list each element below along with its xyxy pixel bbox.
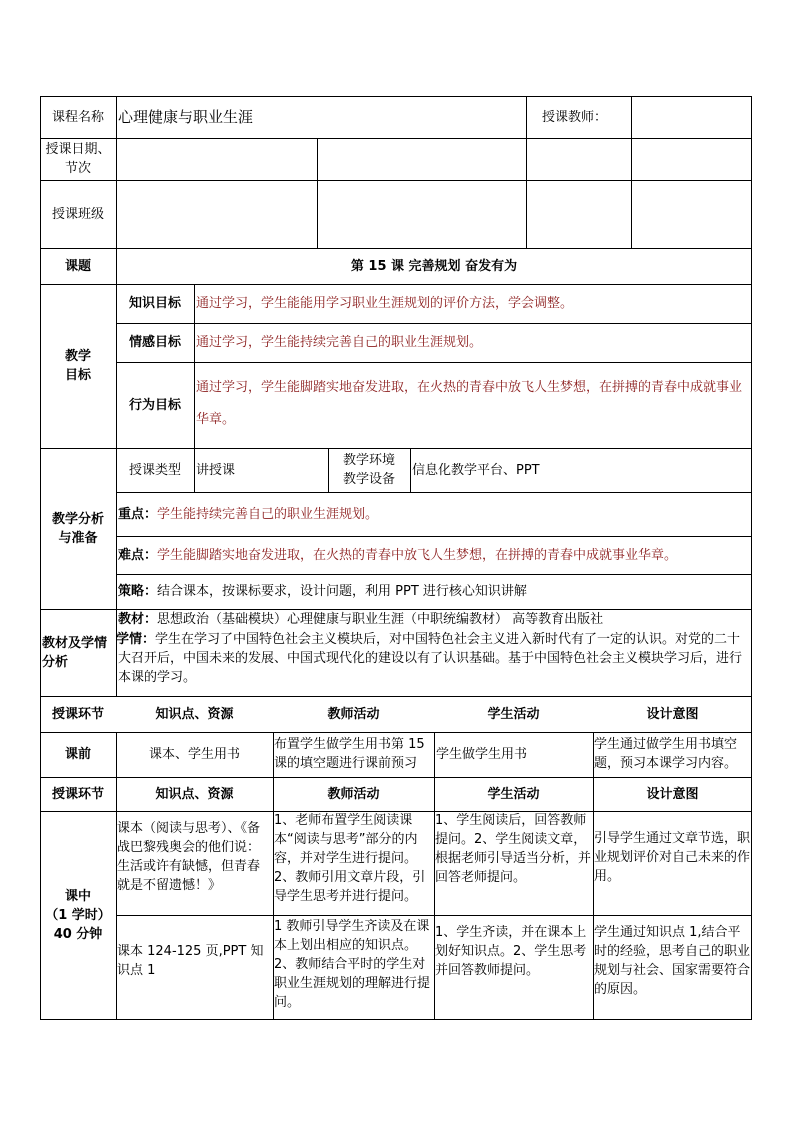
goals-label: 教学目标 [64, 349, 91, 383]
goal-emotion-text: 通过学习，学生能持续完善自己的职业生涯规划。 [196, 335, 483, 350]
textbook-label: 教材： [118, 612, 158, 627]
textbook-text: 思想政治（基础模块）心理健康与职业生涯（中职统编教材） 高等教育出版社 [157, 612, 604, 627]
process-header-teacher-2: 教师活动 [327, 786, 380, 802]
student-line [40, 630, 752, 696]
type-label: 授课类型 [128, 462, 181, 478]
type-value: 讲授课 [196, 462, 236, 478]
topic-label: 课题 [64, 258, 91, 274]
process-header-student: 学生活动 [487, 706, 540, 722]
process-header-resource: 知识点、资源 [155, 706, 234, 722]
inclass-stage-line3: 40 分钟 [53, 927, 103, 942]
process-header-intent-2: 设计意图 [646, 786, 699, 802]
key-point [116, 492, 752, 536]
goal-behavior-text: 通过学习，学生能脚踏实地奋发进取，在火热的青春中放飞人生梦想，在拼搏的青春中成就事业华章。 [196, 380, 743, 427]
inclass-stage [40, 811, 116, 1020]
process-header-stage: 授课环节 [51, 706, 104, 722]
inclass-row2-intent: 学生通过知识点 1,结合平时的经验，思考自己的职业规划与社会、国家需要符合的原因。 [594, 925, 751, 997]
student-label: 学情： [116, 632, 156, 647]
difficulty-label: 难点： [118, 547, 158, 563]
process-header-resource-2: 知识点、资源 [155, 786, 234, 802]
process-header-stage-2: 授课环节 [51, 786, 104, 802]
course-name: 心理健康与职业生涯 [118, 107, 254, 126]
preclass-student: 学生做学生用书 [436, 747, 528, 762]
key-label: 重点： [118, 506, 158, 522]
preclass-stage: 课前 [64, 747, 91, 762]
lesson-plan-table [40, 96, 752, 1020]
process-header-teacher: 教师活动 [327, 706, 380, 722]
preclass-intent: 学生通过做学生用书填空题，预习本课学习内容。 [594, 737, 738, 771]
inclass-row2-resource: 课本 124-125 页,PPT 知识点 1 [117, 944, 264, 978]
analysis-label: 教学分析与准备 [51, 511, 104, 546]
inclass-row1-student: 1、学生阅读后，回答教师提问。2、学生阅读文章，根据老师引导适当分析，并回答老师提问。 [435, 813, 592, 885]
topic-value: 第 15 课 完善规划 奋发有为 [350, 258, 518, 274]
inclass-row1-teacher: 1、老师布置学生阅读课本“阅读与思考”部分的内容，并对学生进行提问。2、教师引用文章片段，引导学生思考并进行提问。 [274, 813, 426, 904]
process-header-student-2: 学生活动 [487, 786, 540, 802]
env-value: 信息化教学平台、PPT [412, 462, 540, 478]
teacher-value[interactable] [631, 96, 752, 138]
strategy-text: 结合课本，按课标要求，设计问题，利用 PPT 进行核心知识讲解 [157, 584, 527, 599]
teacher-label: 授课教师： [542, 109, 608, 125]
env-label: 教学环境教学设备 [342, 453, 395, 487]
key-text: 学生能持续完善自己的职业生涯规划。 [157, 506, 379, 522]
preclass-teacher: 布置学生做学生用书第 15 课的填空题进行课前预习 [274, 737, 425, 771]
materials-label: 教材及学情分析 [42, 635, 108, 670]
date-label: 授课日期、节次 [45, 142, 111, 176]
inclass-row1-intent: 引导学生通过文章节选，职业规划评价对自己未来的作用。 [594, 831, 751, 884]
goal-behavior-label: 行为目标 [128, 397, 181, 413]
inclass-row1-resource: 课本（阅读与思考）、《备战巴黎残奥会的他们说：生活或许有缺憾，但青春就是不留遗憾！》 [117, 821, 261, 893]
class-label: 授课班级 [51, 206, 104, 222]
student-text: 学生在学习了中国特色社会主义模块后，对中国特色社会主义进入新时代有了一定的认识。对党的二十大召开后，中国未来的发展、中国式现代化的建设以有了认识基础。基于中国特色社会主义模块学习后，进行本课的学习。 [118, 632, 743, 685]
inclass-stage-line1: 课中 [64, 889, 91, 904]
goal-emotion-label: 情感目标 [128, 335, 181, 350]
difficulty-point [116, 536, 752, 574]
course-name-label: 课程名称 [51, 109, 104, 125]
inclass-stage-line2: （1 学时） [45, 908, 111, 923]
strategy [116, 574, 752, 609]
inclass-row2-teacher: 1 教师引导学生齐读及在课本上划出相应的知识点。2、教师结合平时的学生对职业生涯规划的理解进行提问。 [274, 919, 431, 1010]
goal-knowledge-text: 通过学习，学生能能用学习职业生涯规划的评价方法，学会调整。 [196, 296, 574, 311]
difficulty-text: 学生能脚踏实地奋发进取，在火热的青春中放飞人生梦想，在拼搏的青春中成就事业华章。 [157, 547, 678, 563]
textbook-line [116, 610, 752, 630]
goal-knowledge-label: 知识目标 [128, 296, 181, 311]
strategy-label: 策略： [118, 584, 158, 599]
inclass-row2-student: 1、学生齐读，并在课本上划好知识点。2、学生思考并回答教师提问。 [435, 925, 587, 978]
process-header-intent: 设计意图 [646, 706, 699, 722]
preclass-resource: 课本、学生用书 [148, 747, 240, 762]
